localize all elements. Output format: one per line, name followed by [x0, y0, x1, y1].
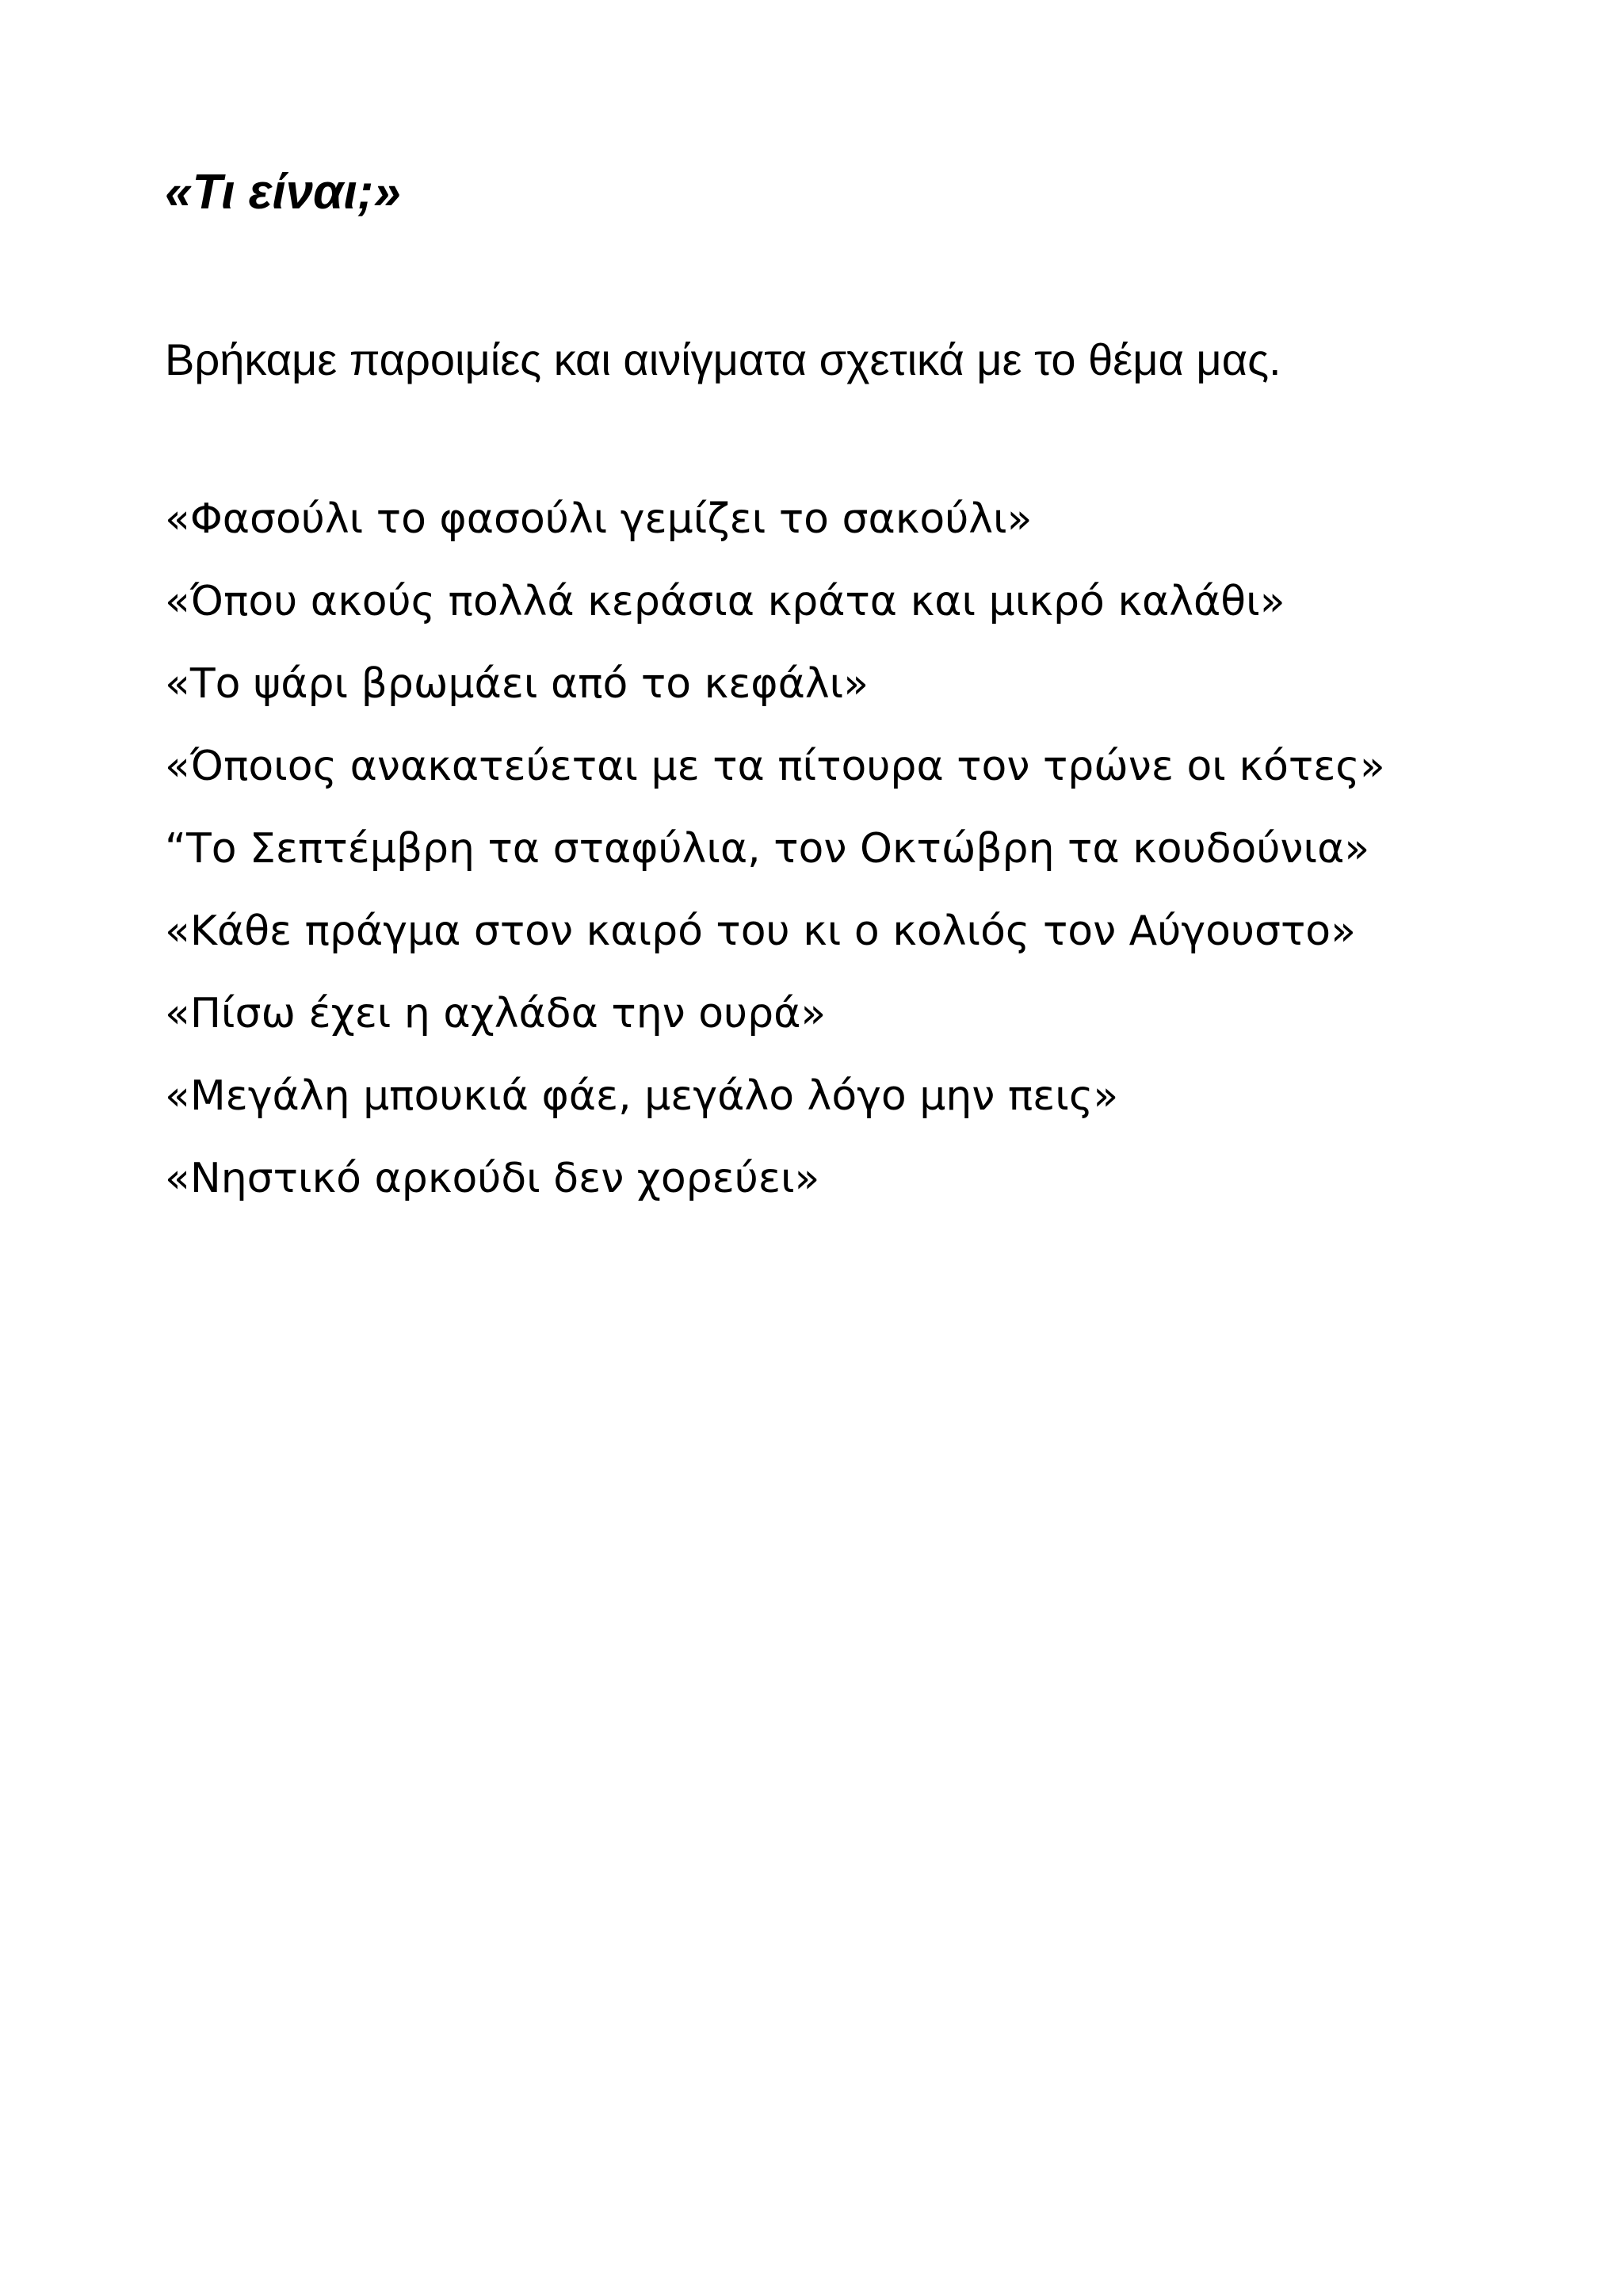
proverb-item: «Νηστικό αρκούδι δεν χορεύει» [165, 1155, 820, 1202]
proverb-item: «Πίσω έχει η αχλάδα την ουρά» [165, 990, 827, 1037]
proverb-item: «Φασούλι το φασούλι γεμίζει το σακούλι» [165, 495, 1033, 543]
proverb-item: «Όποιος ανακατεύεται με τα πίτουρα τον τρώνε οι κότες» [165, 743, 1385, 790]
proverb-item: «Όπου ακούς πολλά κεράσια κράτα και μικρό καλάθι» [165, 578, 1285, 625]
proverb-item: “Το Σεπτέμβρη τα σταφύλια, τον Οκτώβρη τα κουδούνια» [165, 825, 1370, 873]
proverb-item: «Το ψάρι βρωμάει από το κεφάλι» [165, 660, 869, 708]
proverb-list [165, 491, 1385, 1233]
proverb-item: «Κάθε πράγμα στον καιρό του κι ο κολιός τον Αύγουστο» [165, 907, 1356, 955]
proverb-item: «Μεγάλη μπουκιά φάε, μεγάλο λόγο μην πεις» [165, 1072, 1119, 1120]
intro-paragraph: Βρήκαμε παροιμίες και αινίγματα σχετικά με το θέμα μας. [165, 334, 1281, 384]
page-title: «Τι είναι;» [165, 165, 401, 220]
